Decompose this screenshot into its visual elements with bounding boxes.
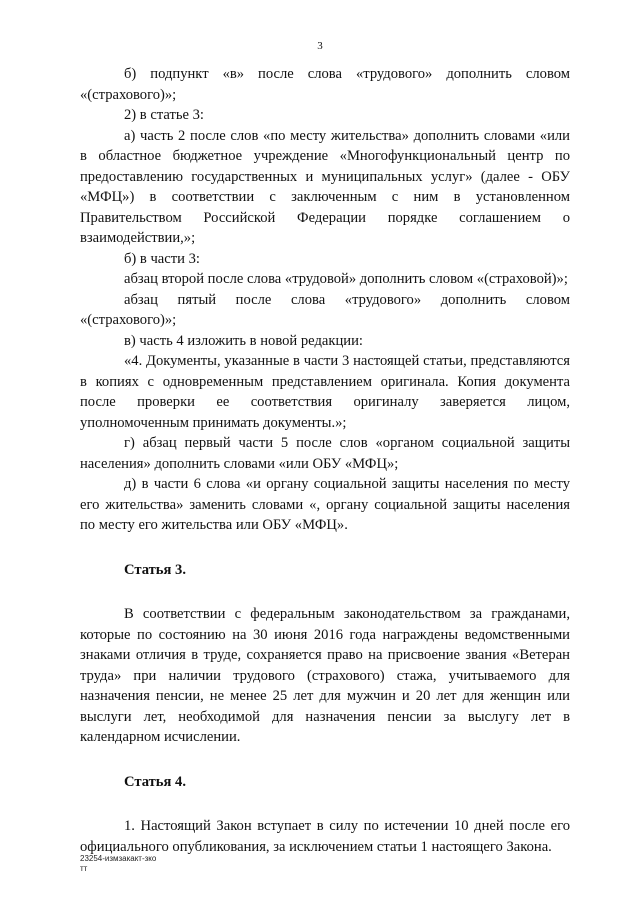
document-body bbox=[80, 64, 570, 857]
article-3-text: В соответствии с федеральным законодательством за гражданами, которые по состоянию на 30 июня 2016 года награждены ведомственными знаками отличия в труде, сохраняется право на присвоение звания «Ветеран труда» при наличии трудового (страхового) стажа, учитываемого для назначения пенсии, не менее 25 лет для мужчин и 20 лет для женщин или выслуги лет, необходимой для назначения пенсии за выслугу лет в календарном исчислении. bbox=[80, 606, 570, 745]
paragraph-part-5-amendment: г) абзац первый части 5 после слов «органом социальной защиты населения» дополнить словами «или ОБУ «МФЦ»; bbox=[80, 435, 570, 472]
paragraph-part-4-new-text: «4. Документы, указанные в части 3 настоящей статьи, представляются в копиях с одновременным представлением оригинала. Копия документа после проверки ее соответствия оригиналу заверяется лицом, уполномоченным принимать документы.»; bbox=[80, 353, 570, 431]
article-4-heading: Статья 4. bbox=[124, 773, 186, 790]
paragraph-abzac-vtoroy: абзац второй после слова «трудовой» дополнить словом «(страховой)»; bbox=[124, 271, 568, 287]
document-footer bbox=[80, 854, 156, 874]
page-number: 3 bbox=[317, 40, 323, 52]
article-4-text: 1. Настоящий Закон вступает в силу по истечении 10 дней после его официального опубликования, за исключением статьи 1 настоящего Закона. bbox=[80, 818, 570, 855]
paragraph-1b-strahovogo: б) подпункт «в» после слова «трудового» дополнить словом «(страхового)»; bbox=[80, 66, 570, 103]
paragraph-part-4-intro: в) часть 4 изложить в новой редакции: bbox=[124, 332, 363, 349]
paragraph-part-3-intro: б) в части 3: bbox=[124, 250, 200, 267]
footer-code: 23254-измзакакт-зко bbox=[80, 854, 157, 863]
paragraph-part-6-amendment: д) в части 6 слова «и органу социальной защиты населения по месту его жительства» заменить словами «, органу социальной защиты населения по месту его жительства или ОБУ «МФЦ». bbox=[80, 476, 570, 533]
article-3-heading: Статья 3. bbox=[124, 561, 186, 578]
paragraph-abzac-pyatyy: абзац пятый после слова «трудового» дополнить словом «(страхового)»; bbox=[80, 291, 570, 328]
paragraph-part-2-amendment: а) часть 2 после слов «по месту жительства» дополнить словами «или в областное бюджетное учреждение «Многофункциональный центр по предоставлению государственных и муниципальных услуг» (далее - ОБУ «МФЦ») в соответствии с заключенным с ним в установленном Правительством Российской Федерации порядке соглашением о взаимодействии,»; bbox=[80, 127, 570, 246]
footer-initials: тт bbox=[80, 864, 88, 873]
paragraph-article-3-intro: 2) в статье 3: bbox=[124, 107, 204, 123]
